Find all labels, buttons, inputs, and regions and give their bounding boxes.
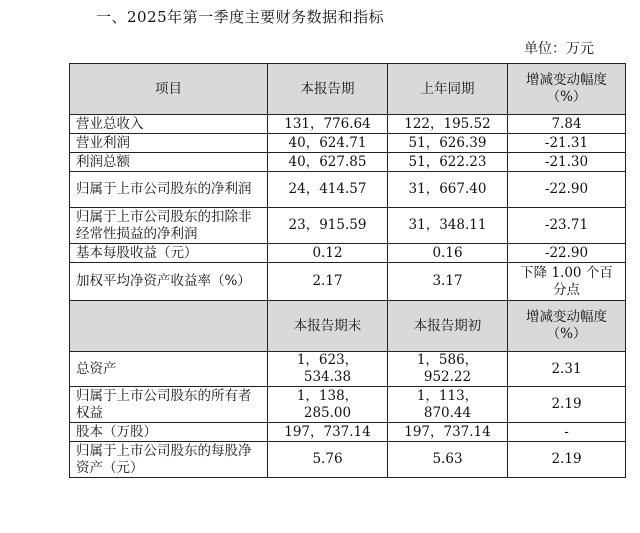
row-prior: 51，622.23 xyxy=(388,153,508,172)
row-change: 7.84 xyxy=(508,115,626,134)
row-change: -22.90 xyxy=(508,244,626,263)
table-row xyxy=(70,244,626,263)
row-change: 2.19 xyxy=(508,442,626,478)
row-change: -22.90 xyxy=(508,172,626,208)
row-change: -21.30 xyxy=(508,153,626,172)
row-label: 归属于上市公司股东的扣除非经常性损益的净利润 xyxy=(70,208,268,244)
subheader-empty xyxy=(70,301,268,352)
financial-data-table xyxy=(69,63,626,478)
table-row xyxy=(70,115,626,134)
row-change: - xyxy=(508,423,626,442)
table-row xyxy=(70,442,626,478)
row-prior: 1，586，952.22 xyxy=(388,352,508,387)
table-row xyxy=(70,153,626,172)
row-label: 归属于上市公司股东的每股净资产（元） xyxy=(70,442,268,478)
row-prior: 3.17 xyxy=(388,263,508,301)
row-prior: 5.63 xyxy=(388,442,508,478)
row-label: 基本每股收益（元） xyxy=(70,244,268,263)
row-change: 2.19 xyxy=(508,387,626,423)
row-prior: 122，195.52 xyxy=(388,115,508,134)
row-current: 24，414.57 xyxy=(268,172,388,208)
row-current: 2.17 xyxy=(268,263,388,301)
row-label: 利润总额 xyxy=(70,153,268,172)
row-prior: 1，113，870.44 xyxy=(388,387,508,423)
row-prior: 197，737.14 xyxy=(388,423,508,442)
row-current: 1，623，534.38 xyxy=(268,352,388,387)
table-row xyxy=(70,423,626,442)
row-current: 131，776.64 xyxy=(268,115,388,134)
table-subheader-row xyxy=(70,301,626,352)
row-current: 23，915.59 xyxy=(268,208,388,244)
row-change: 2.31 xyxy=(508,352,626,387)
subheader-period-end: 本报告期末 xyxy=(268,301,388,352)
row-label: 股本（万股） xyxy=(70,423,268,442)
subheader-change: 增减变动幅度（%） xyxy=(508,301,626,352)
row-prior: 31，667.40 xyxy=(388,172,508,208)
row-label: 归属于上市公司股东的净利润 xyxy=(70,172,268,208)
header-item: 项目 xyxy=(70,64,268,115)
row-prior: 0.16 xyxy=(388,244,508,263)
header-prior-period: 上年同期 xyxy=(388,64,508,115)
unit-label: 单位：万元 xyxy=(524,41,594,57)
row-change: -21.31 xyxy=(508,134,626,153)
table-row xyxy=(70,208,626,244)
row-current: 40，624.71 xyxy=(268,134,388,153)
header-current-period: 本报告期 xyxy=(268,64,388,115)
row-current: 197，737.14 xyxy=(268,423,388,442)
row-label: 营业总收入 xyxy=(70,115,268,134)
row-current: 0.12 xyxy=(268,244,388,263)
row-prior: 51，626.39 xyxy=(388,134,508,153)
section-title: 一、2025年第一季度主要财务数据和指标 xyxy=(96,8,385,26)
row-change: -23.71 xyxy=(508,208,626,244)
header-change: 增减变动幅度（%） xyxy=(508,64,626,115)
table-row xyxy=(70,172,626,208)
table-row xyxy=(70,387,626,423)
row-current: 40，627.85 xyxy=(268,153,388,172)
table-header-row xyxy=(70,64,626,115)
row-prior: 31，348.11 xyxy=(388,208,508,244)
row-current: 5.76 xyxy=(268,442,388,478)
row-label: 加权平均净资产收益率（%） xyxy=(70,263,268,301)
subheader-period-start: 本报告期初 xyxy=(388,301,508,352)
row-current: 1，138，285.00 xyxy=(268,387,388,423)
table-row xyxy=(70,134,626,153)
table-row xyxy=(70,263,626,301)
table-row xyxy=(70,352,626,387)
row-change: 下降 1.00 个百分点 xyxy=(508,263,626,301)
row-label: 总资产 xyxy=(70,352,268,387)
row-label: 营业利润 xyxy=(70,134,268,153)
row-label: 归属于上市公司股东的所有者权益 xyxy=(70,387,268,423)
